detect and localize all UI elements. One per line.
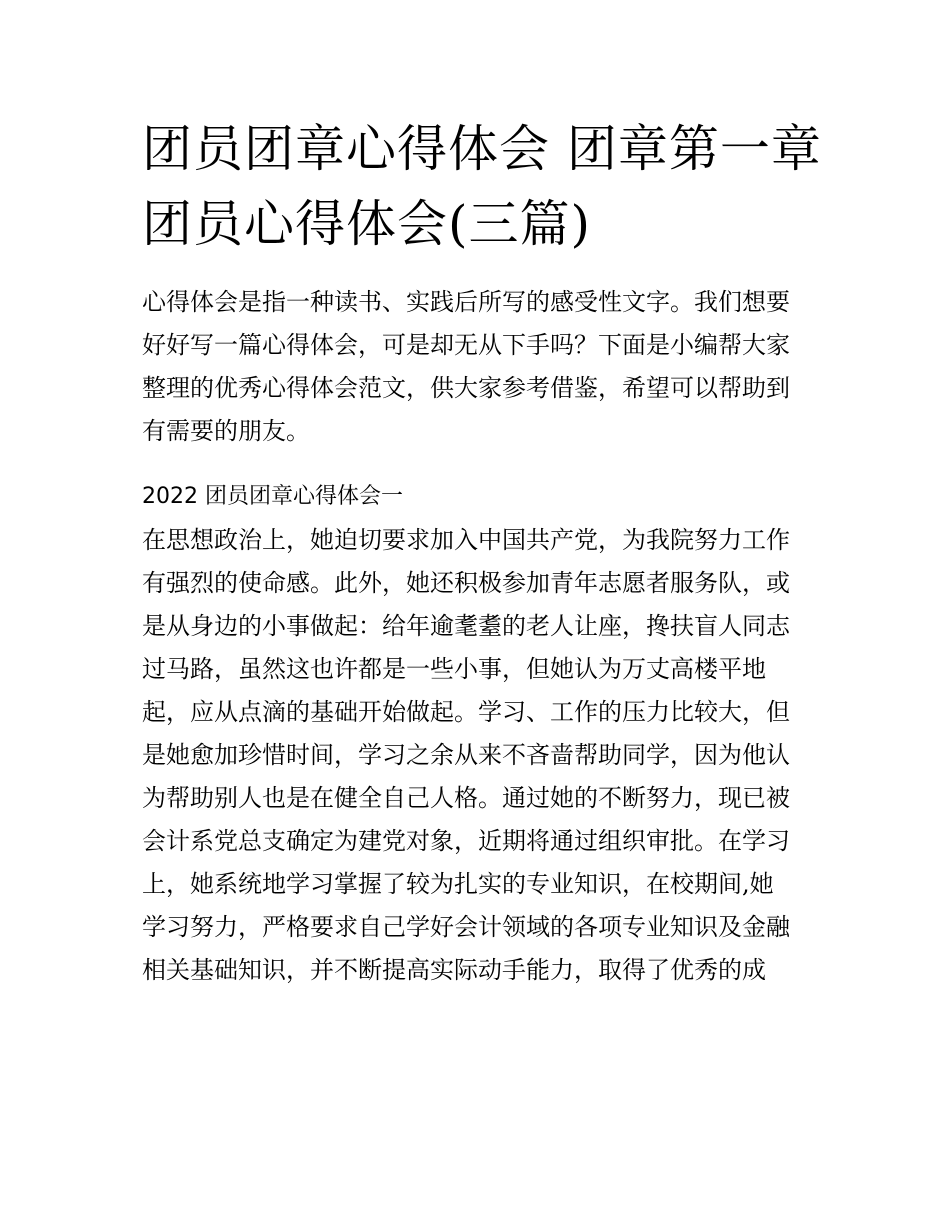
- intro-line: 整理的优秀心得体会范文，供大家参考借鉴，希望可以帮助到: [142, 374, 790, 402]
- intro-line: 心得体会是指一种读书、实践后所写的感受性文字。我们想要: [142, 288, 790, 316]
- section-line: 相关基础知识，并不断提高实际动手能力，取得了优秀的成: [142, 956, 766, 984]
- section-heading: 2022 团员团章心得体会一: [142, 484, 403, 509]
- intro-line: 好好写一篇心得体会，可是却无从下手吗？下面是小编帮大家: [142, 331, 790, 359]
- section-line: 学习努力，严格要求自己学好会计领域的各项专业知识及金融: [142, 913, 790, 941]
- title-line: 团员团章心得体会 团章第一章: [142, 120, 822, 178]
- section-line: 为帮助别人也是在健全自己人格。通过她的不断努力，现已被: [142, 784, 790, 812]
- section-line: 是她愈加珍惜时间，学习之余从来不吝啬帮助同学，因为他认: [142, 741, 790, 769]
- section-line: 是从身边的小事做起：给年逾耄耋的老人让座，搀扶盲人同志: [142, 612, 790, 640]
- section-line: 上，她系统地学习掌握了较为扎实的专业知识，在校期间,她: [142, 870, 774, 898]
- section-line: 过马路，虽然这也许都是一些小事，但她认为万丈高楼平地: [142, 655, 766, 683]
- document-title: [142, 112, 822, 262]
- section-line: 会计系党总支确定为建党对象，近期将通过组织审批。在学习: [142, 827, 790, 855]
- section-line: 起，应从点滴的基础开始做起。学习、工作的压力比较大，但: [142, 698, 790, 726]
- intro-line: 有需要的朋友。: [142, 417, 310, 445]
- title-line: 团员心得体会(三篇): [142, 195, 592, 253]
- section-line: 在思想政治上，她迫切要求加入中国共产党，为我院努力工作: [142, 526, 790, 554]
- section-line: 有强烈的使命感。此外，她还积极参加青年志愿者服务队，或: [142, 569, 790, 597]
